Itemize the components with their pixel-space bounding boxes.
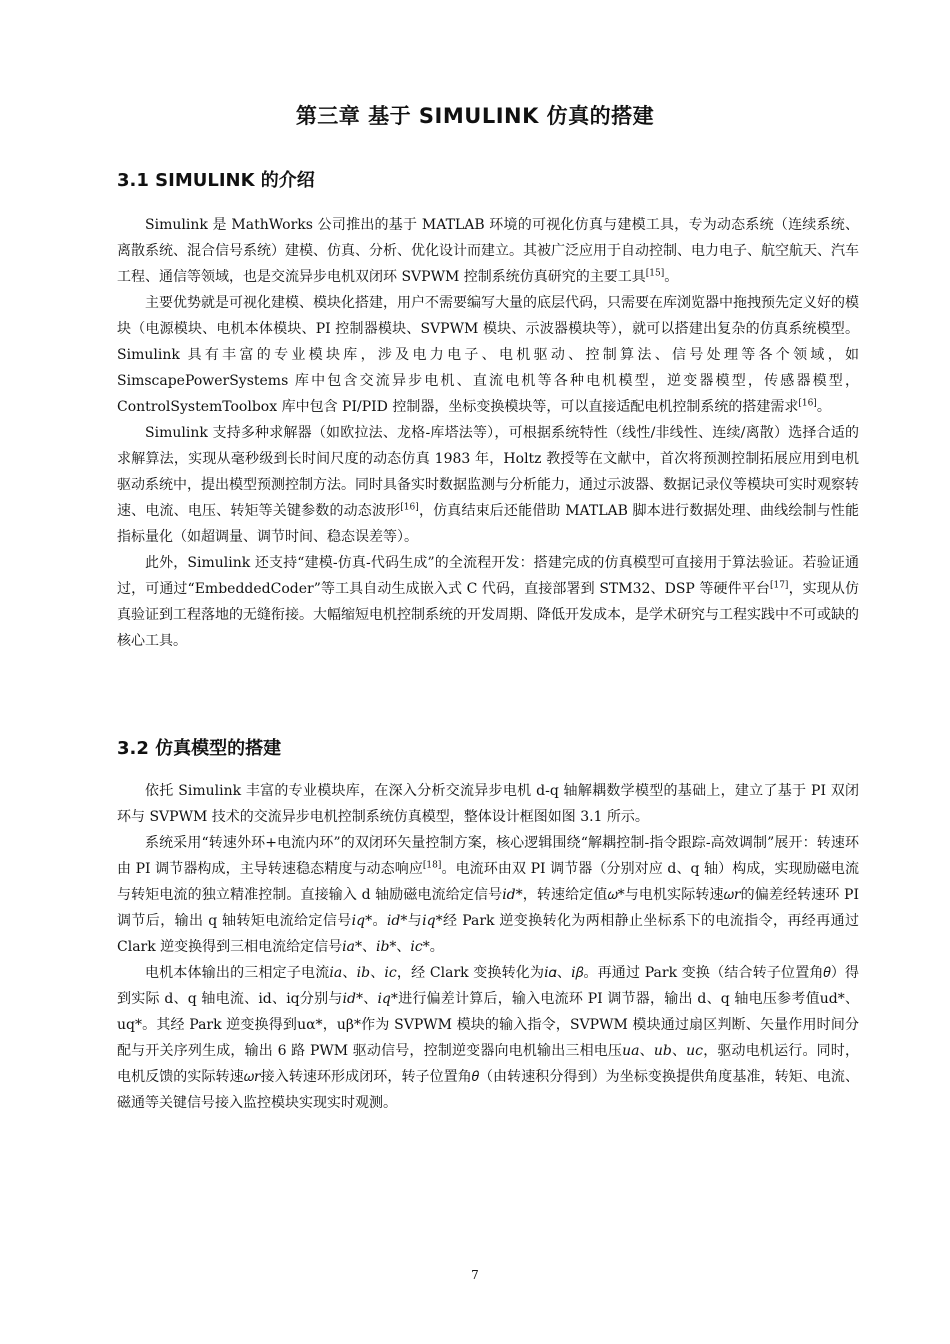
citation: [18] xyxy=(422,860,442,871)
section-3-1-body xyxy=(117,212,859,654)
paragraph: Simulink 是 MathWorks 公司推出的基于 MATLAB 环境的可视化仿真与建模工具，专为动态系统（连续系统、离散系统、混合信号系统）建模、仿真、分析、优化设计而建立。其被广泛应用于自动控制、电力电子、航空航天、汽车工程、通信等领域，也是交流异步电机双闭环 SVPWM 控制系统仿真研究的主要工具[15]。 xyxy=(117,217,859,285)
paragraph: 主要优势就是可视化建模、模块化搭建，用户不需要编写大量的底层代码，只需要在库浏览器中拖拽预先定义好的模块（电源模块、电机本体模块、PI 控制器模块、SVPWM 模块、示波器模块等），就可以搭建出复杂的仿真系统模型。Simulink 具有丰富的专业模块库，涉及电力电子、电机驱动、控制算法、信号处理等各个领域，如 SimscapePowerSystems 库中包含交流异步电机、直流电机等各种电机模型，逆变器模型，传感器模型，ControlSystemToolbox 库中包含 PI/PID 控制器，坐标变换模块等，可以直接适配电机控制系统的搭建需求[16]。 xyxy=(117,295,859,415)
paragraph: 系统采用“转速外环+电流内环”的双闭环矢量控制方案，核心逻辑围绕“解耦控制-指令跟踪-高效调制”展开：转速环由 PI 调节器构成，主导转速稳态精度与动态响应[18]。电流环由双 PI 调节器（分别对应 d、q 轴）构成，实现励磁电流与转矩电流的独立精准控制。直接输入 d 轴励磁电流给定信号𝑖𝑑*，转速给定值𝜔*与电机实际转速𝜔𝑟的偏差经转速环 PI 调节后，输出 q 轴转矩电流给定信号𝑖𝑞*。𝑖𝑑*与𝑖𝑞*经 Park 逆变换转化为两相静止坐标系下的电流指令，再经再通过 Clark 逆变换得到三相电流给定信号𝑖𝑎*、𝑖𝑏*、𝑖𝑐*。 xyxy=(117,835,859,955)
citation: [16] xyxy=(400,502,419,513)
citation: [15] xyxy=(645,268,665,279)
chapter-title: 第三章 基于 SIMULINK 仿真的搭建 xyxy=(295,104,655,128)
paragraph: 依托 Simulink 丰富的专业模块库，在深入分析交流异步电机 d-q 轴解耦数学模型的基础上，建立了基于 PI 双闭环与 SVPWM 技术的交流异步电机控制系统仿真模型，整体设计框图如图 3.1 所示。 xyxy=(117,783,859,825)
page-number: 7 xyxy=(471,1268,479,1282)
citation: [17] xyxy=(769,580,789,591)
section-3-2-body xyxy=(117,778,859,1116)
section-title-3-2: 3.2 仿真模型的搭建 xyxy=(117,738,282,759)
citation: [16] xyxy=(798,398,817,409)
paragraph: Simulink 支持多种求解器（如欧拉法、龙格-库塔法等），可根据系统特性（线性/非线性、连续/离散）选择合适的求解算法，实现从毫秒级到长时间尺度的动态仿真 1983 年，Holtz 教授等在文献中，首次将预测控制拓展应用到电机驱动系统中，提出模型预测控制方法。同时具备实时数据监测与分析能力，通过示波器、数据记录仪等模块可实时观察转速、电流、电压、转矩等关键参数的动态波形[16]，仿真结束后还能借助 MATLAB 脚本进行数据处理、曲线绘制与性能指标量化（如超调量、调节时间、稳态误差等）。 xyxy=(117,425,859,545)
section-title-3-1: 3.1 SIMULINK 的介绍 xyxy=(117,170,315,191)
paragraph: 此外，Simulink 还支持“建模-仿真-代码生成”的全流程开发：搭建完成的仿真模型可直接用于算法验证。若验证通过，可通过“EmbeddedCoder”等工具自动生成嵌入式 C 代码，直接部署到 STM32、DSP 等硬件平台[17]，实现从仿真验证到工程落地的无缝衔接。大幅缩短电机控制系统的开发周期、降低开发成本，是学术研究与工程实践中不可或缺的核心工具。 xyxy=(117,555,859,649)
paragraph: 电机本体输出的三相定子电流𝑖𝑎、𝑖𝑏、𝑖𝑐，经 Clark 变换转化为𝑖𝛼、𝑖𝛽。再通过 Park 变换（结合转子位置角𝜃）得到实际 d、q 轴电流、id、iq分别与𝑖𝑑*、𝑖𝑞*进行偏差计算后，输入电流环 PI 调节器，输出 d、q 轴电压参考值ud*、uq*。其经 Park 逆变换得到uα*，uβ*作为 SVPWM 模块的输入指令，SVPWM 模块通过扇区判断、矢量作用时间分配与开关序列生成，输出 6 路 PWM 驱动信号，控制逆变器向电机输出三相电压𝑢𝑎、𝑢𝑏、𝑢𝑐，驱动电机运行。同时，电机反馈的实际转速𝜔𝑟接入转速环形成闭环，转子位置角𝜃（由转速积分得到）为坐标变换提供角度基准，转矩、电流、磁通等关键信号接入监控模块实现实时观测。 xyxy=(117,965,859,1111)
